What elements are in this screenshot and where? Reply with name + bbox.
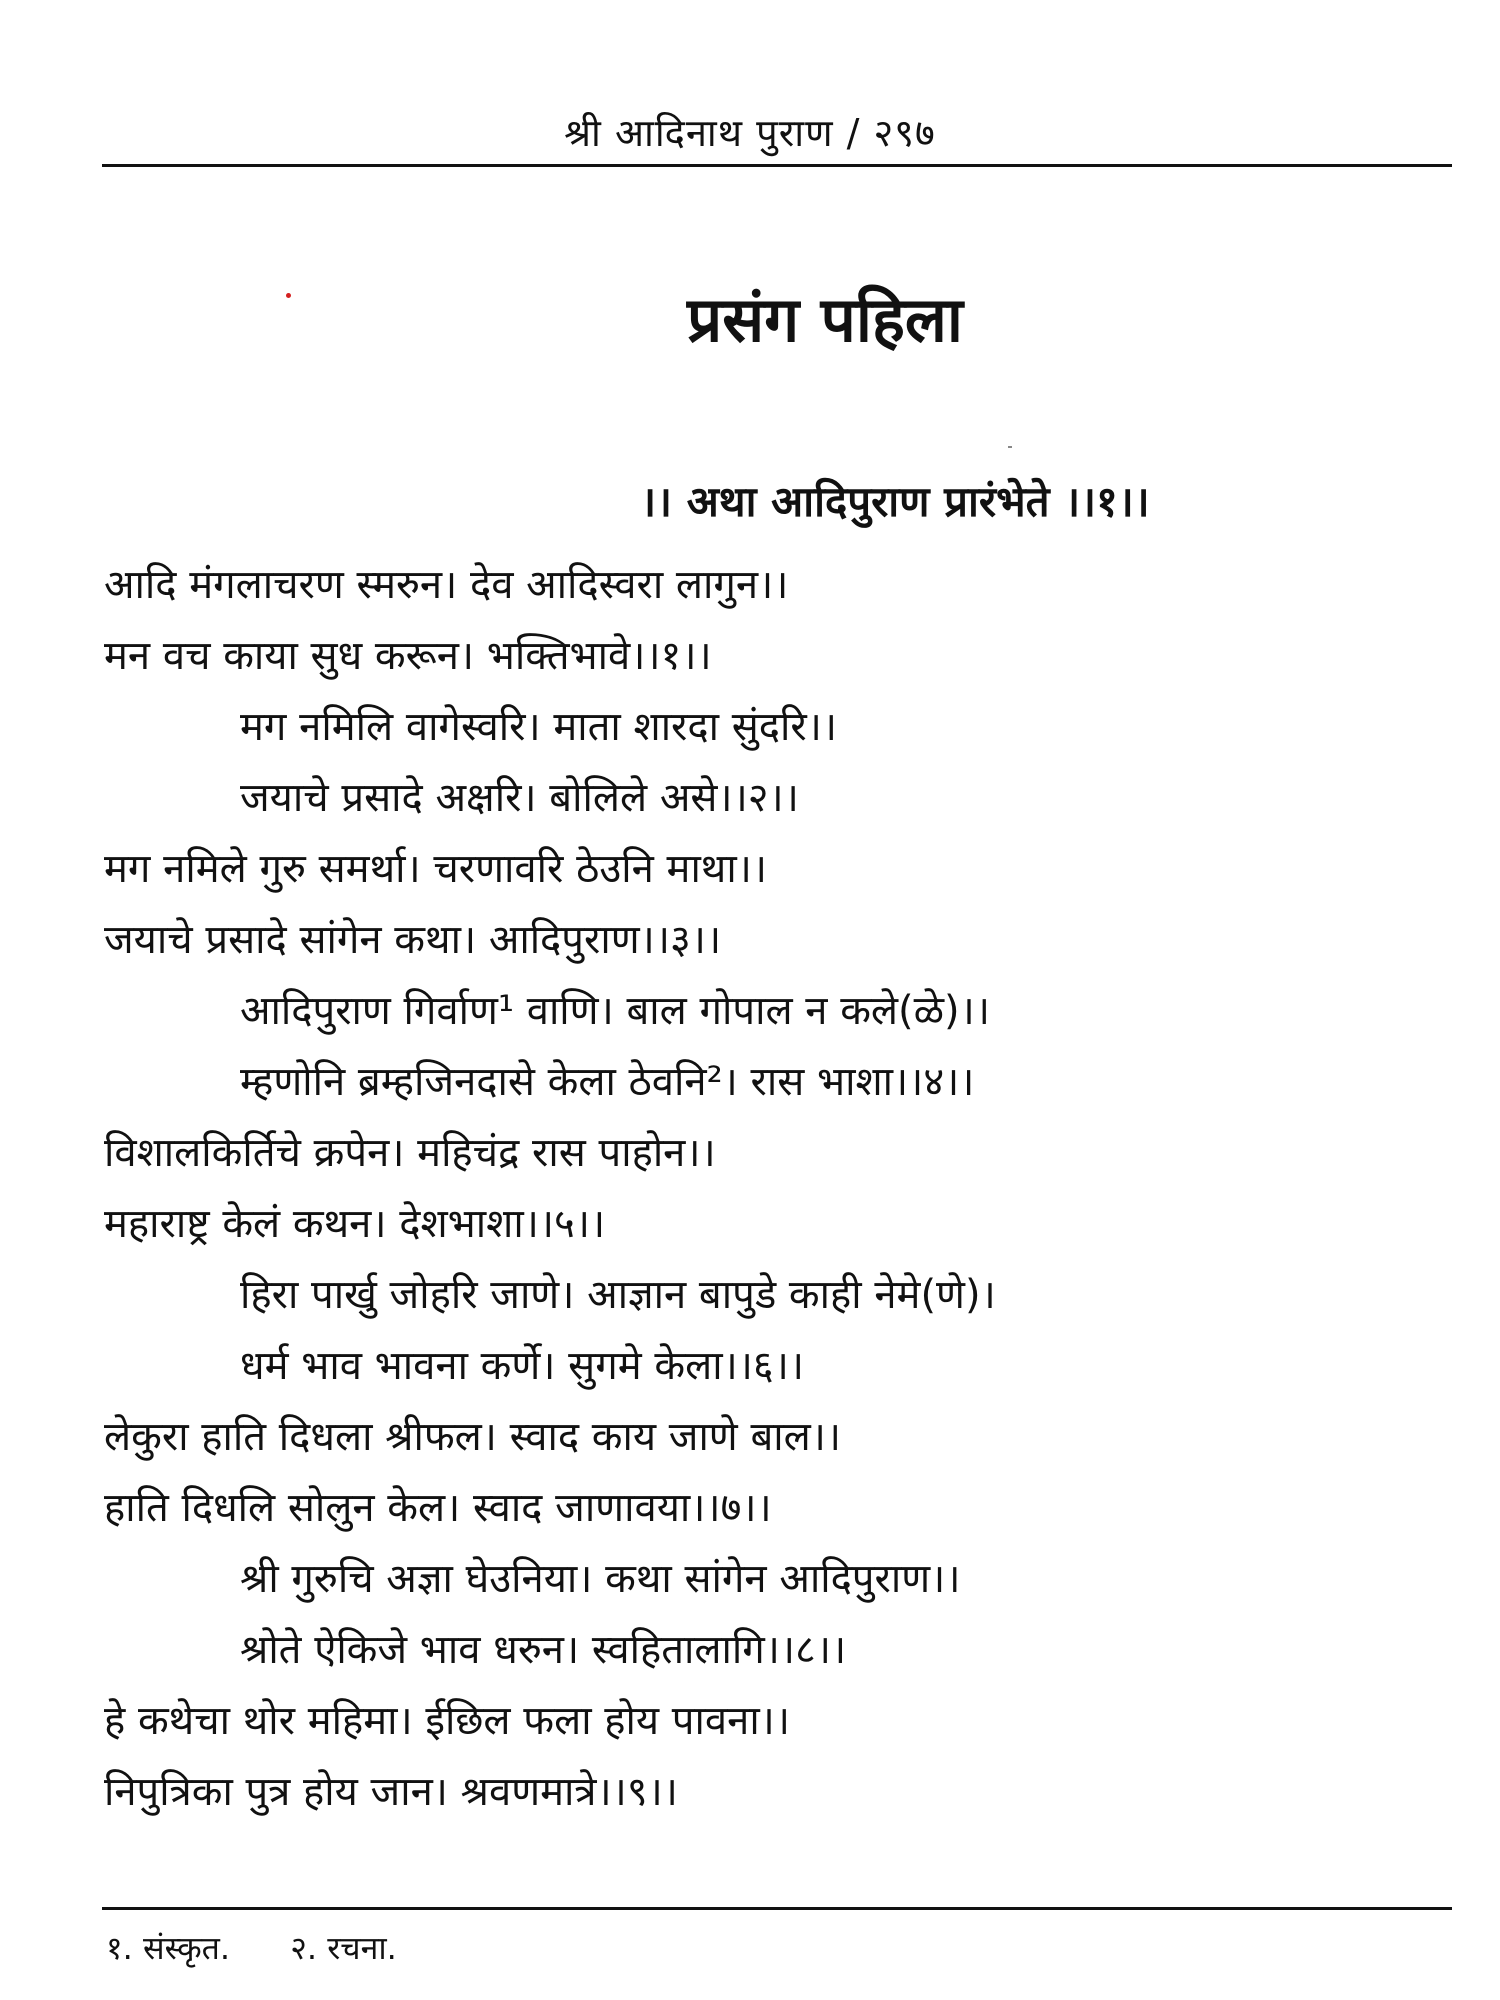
print-speck — [1008, 446, 1012, 448]
verse-line: धर्म भाव भावना कर्णे। सुगमे केला।।६।। — [240, 1343, 805, 1389]
footnotes — [106, 1925, 447, 1971]
verse-line: जयाचे प्रसादे सांगेन कथा। आदिपुराण।।३।। — [104, 917, 722, 963]
verse-line: निपुत्रिका पुत्र होय जान। श्रवणमात्रे।।९।। — [104, 1769, 678, 1815]
verse-line: हे कथेचा थोर महिमा। ईछिल फला होय पावना।। — [104, 1698, 791, 1744]
verse-line: श्रोते ऐकिजे भाव धरुन। स्वहितालागि।।८।। — [240, 1627, 847, 1673]
verse-line: आदि मंगलाचरण स्मरुन। देव आदिस्वरा लागुन।। — [104, 562, 789, 608]
verse-line: जयाचे प्रसादे अक्षरि। बोलिले असे।।२।। — [240, 775, 799, 821]
header-rule — [102, 164, 1452, 167]
verse-line: महाराष्ट्र केलं कथन। देशभाशा।।५।। — [104, 1201, 606, 1247]
verse-line: लेकुरा हाति दिधला श्रीफल। स्वाद काय जाणे बाल।। — [104, 1414, 842, 1460]
chapter-title: प्रसंग पहिला — [687, 283, 963, 356]
verse-line: म्हणोनि ब्रम्हजिनदासे केला ठेवनि²। रास भाशा।।४।। — [240, 1059, 975, 1105]
verse-list — [104, 550, 1464, 1828]
verse-line: हिरा पार्खु जोहरि जाणे। आज्ञान बापुडे काही नेमे(णे)। — [240, 1272, 996, 1318]
verse-line: हाति दिधलि सोलुन केल। स्वाद जाणावया।।७।। — [104, 1485, 772, 1531]
footnote-rule — [102, 1907, 1452, 1910]
verse-line: मग नमिले गुरु समर्था। चरणावरि ठेउनि माथा।। — [104, 846, 768, 892]
footnote-2: २. रचना. — [290, 1929, 397, 1967]
verse-line: श्री गुरुचि अज्ञा घेउनिया। कथा सांगेन आदिपुराण।। — [240, 1556, 961, 1602]
verse-line: मन वच काया सुध करून। भक्तिभावे।।१।। — [104, 633, 712, 679]
verse-line: आदिपुराण गिर्वाण¹ वाणि। बाल गोपाल न कले(ळे)।। — [240, 988, 990, 1034]
verse-line: विशालकिर्तिचे क्रपेन। महिचंद्र रास पाहोन।। — [104, 1130, 716, 1176]
invocation-heading: ।। अथा आदिपुराण प्रारंभेते ।।१।। — [640, 477, 1150, 526]
running-header: श्री आदिनाथ पुराण / २९७ — [564, 111, 936, 155]
verse-line: मग नमिलि वागेस्वरि। माता शारदा सुंदरि।। — [240, 704, 838, 750]
footnote-1: १. संस्कृत. — [106, 1929, 231, 1967]
